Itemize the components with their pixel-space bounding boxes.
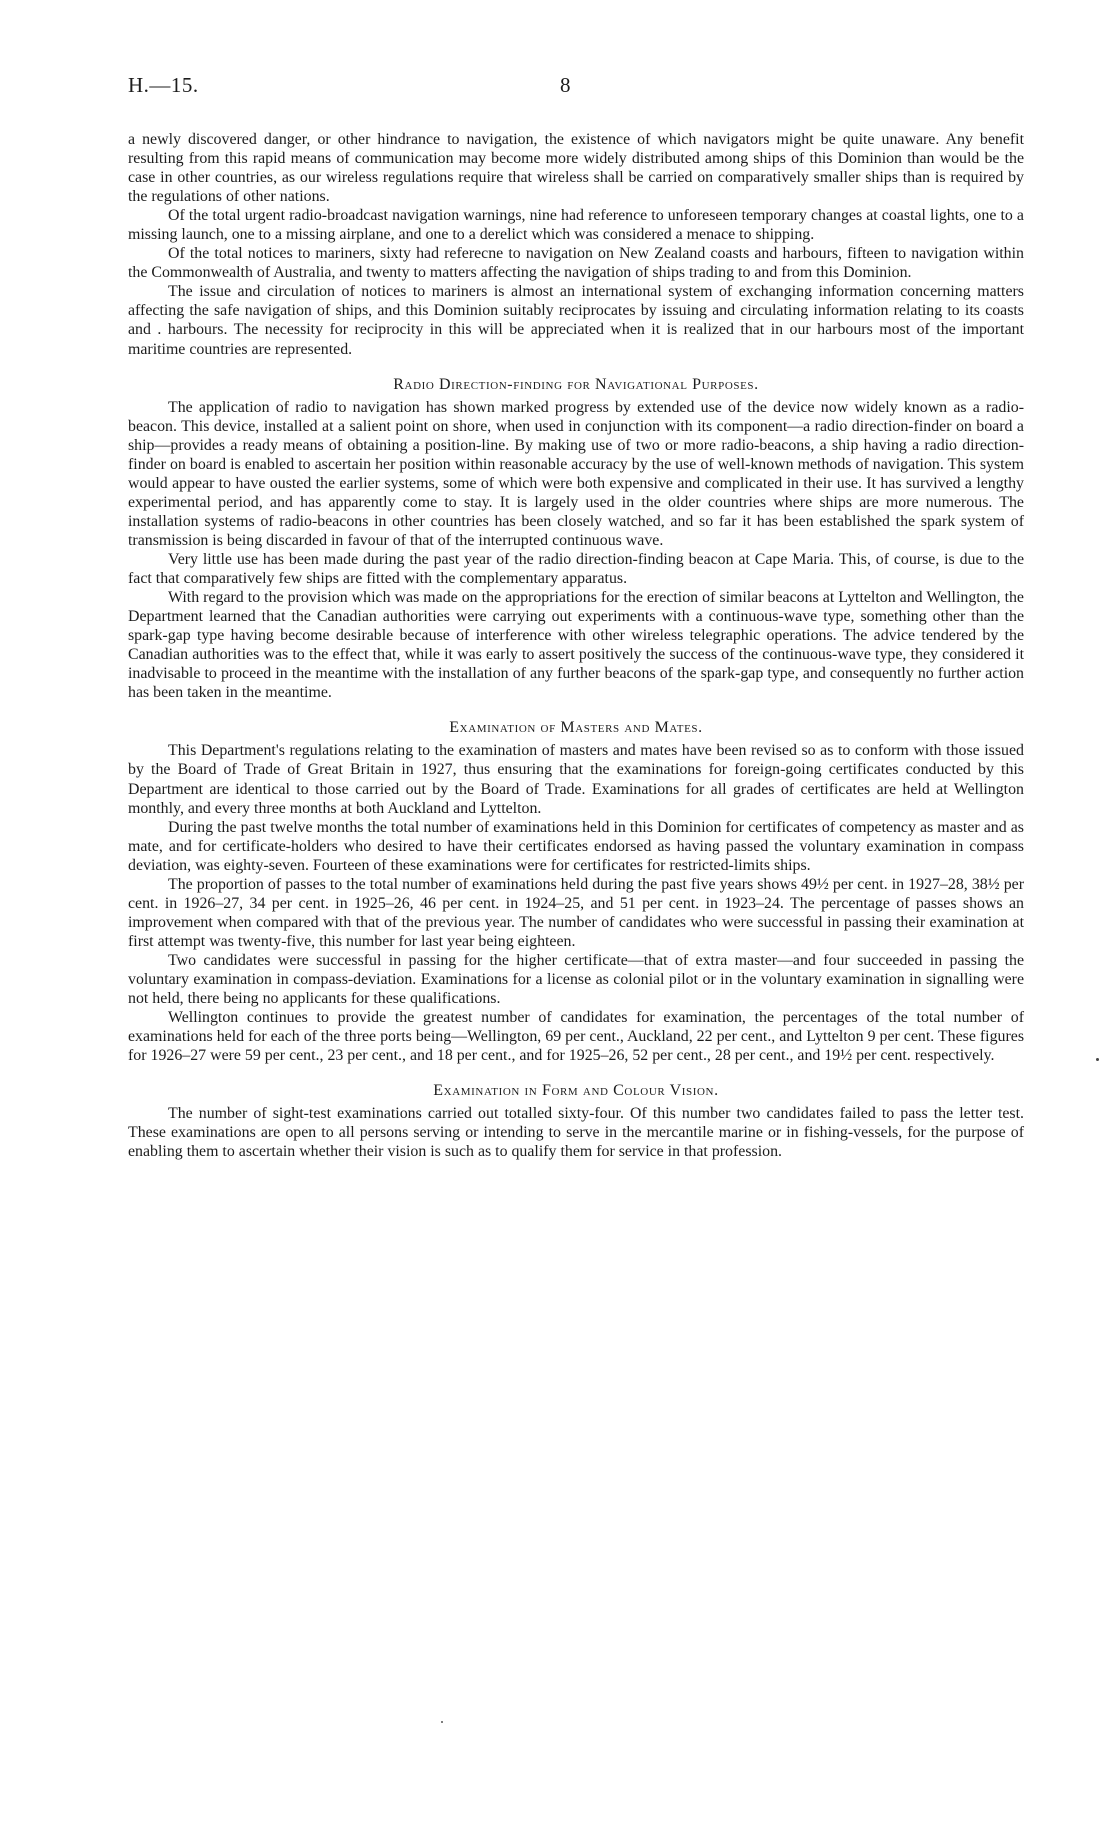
page-header <box>128 73 1028 103</box>
document-reference: H.—15. <box>128 73 199 97</box>
footer-speck <box>441 1721 443 1723</box>
paragraph: With regard to the provision which was made on the appropriations for the erection of similar beacons at Lyttelton and Wellington, the Department learned that the Canadian authorities were carrying out experiments with a continuous-wave type, something other than the spark-gap type having become desirable because of interference with other wireless telegraphic operations. The advice tendered by the Canadian authorities was to the effect that, while it was early to assert positively the success of the continuous-wave type, they considered it inadvisable to proceed in the meantime with the installation of any further beacons of the spark-gap type, and consequently no further action has been taken in the meantime. <box>128 589 1024 702</box>
paragraph: Very little use has been made during the past year of the radio direction-finding beacon at Cape Maria. This, of course, is due to the fact that comparatively few ships are fitted with the complementary apparatus. <box>128 550 1024 588</box>
paragraph: The proportion of passes to the total number of examinations held during the past five years shows 49½ per cent. in 1927–28, 38½ per cent. in 1926–27, 34 per cent. in 1925–26, 46 per cent. in 1924–25, and 51 per cent. in 1923–24. The percentage of passes shows an improvement when compared with that of the previous year. The number of candidates who were successful in passing their examination at first attempt was twenty-five, this number for last year being eighteen. <box>128 875 1024 950</box>
section-heading-vision: Examination in Form and Colour Vision. <box>433 1082 719 1100</box>
paragraph: Of the total notices to mariners, sixty had referecne to navigation on New Zealand coasts and harbours, fifteen to navigation within the Commonwealth of Australia, and twenty to matters affecting the navigation of ships trading to and from this Dominion. <box>128 245 1024 282</box>
section-heading-masters: Examination of Masters and Mates. <box>449 719 703 737</box>
paragraph: This Department's regulations relating to the examination of masters and mates have been revised so as to conform with those issued by the Board of Trade of Great Britain in 1927, thus ensuring that the examinations for foreign-going certificates conducted by this Department are identical to those carried out by the Board of Trade. Examinations for all grades of certificates are held at Wellington monthly, and every three months at both Auckland and Lyttelton. <box>128 742 1024 817</box>
paragraph: Wellington continues to provide the greatest number of candidates for examination, the percentages of the total number of examinations held for each of the three ports being—Wellington, 69 per cent., Auckland, 22 per cent., and Lyttelton 9 per cent. These figures for 1926–27 were 59 per cent., 23 per cent., and 18 per cent., and for 1925–26, 52 per cent., 28 per cent., and 19½ per cent. respectively. <box>128 1009 1024 1065</box>
paragraph: The issue and circulation of notices to mariners is almost an international system of exchanging information concerning matters affecting the safe navigation of ships, and this Dominion suitably reciprocates by issuing and circulating information relating to its coasts and . harbours. The necessity for reciprocity in this will be appreciated when it is realized that in our harbours most of the important maritime countries are represented. <box>128 283 1024 358</box>
section-heading-radio: Radio Direction-finding for Navigational Purposes. <box>393 375 759 393</box>
paragraph: The number of sight-test examinations carried out totalled sixty-four. Of this number two candidates failed to pass the letter test. These examinations are open to all persons serving or intending to serve in the mercantile marine or in fishing-vessels, for the purpose of enabling them to ascertain whether their vision is such as to qualify them for service in that profession. <box>128 1105 1024 1161</box>
margin-speck <box>1096 1058 1099 1061</box>
paragraph: a newly discovered danger, or other hindrance to navigation, the existence of which navigators might be quite unaware. Any benefit resulting from this rapid means of communication may become more widely distributed among ships of this Dominion than would be the case in other countries, as our wireless regulations require that wireless shall be carried on comparatively smaller ships than is required by the regulations of other nations. <box>128 131 1024 206</box>
paragraph: Two candidates were successful in passing for the higher certificate—that of extra master—and four succeeded in passing the voluntary examination in compass-deviation. Examinations for a license as colonial pilot or in the voluntary examination in signalling were not held, there being no applicants for these qualifications. <box>128 951 1024 1008</box>
body-text <box>128 130 1024 1161</box>
paragraph: The application of radio to navigation has shown marked progress by extended use of the device now widely known as a radio-beacon. This device, installed at a salient point on shore, when used in conjunction with its component—a radio direction-finder on board a ship—provides a ready means of obtaining a position-line. By making use of two or more radio-beacons, a ship having a radio direction-finder on board is enabled to ascertain her position within reasonable accuracy by the use of well-known methods of navigation. This system would appear to have ousted the earlier systems, some of which were both expensive and complicated in their use. It has survived a lengthy experimental period, and has apparently come to stay. It is largely used in the older countries where ships are more numerous. The installation systems of radio-beacons in other countries has been closely watched, and so far it has been established the spark system of transmission is being discarded in favour of that of the interrupted continuous wave. <box>128 398 1024 549</box>
paragraph: During the past twelve months the total number of examinations held in this Dominion for certificates of competency as master and as mate, and for certificate-holders who desired to have their certificates endorsed as having passed the voluntary examination in compass deviation, was eighty-seven. Fourteen of these examinations were for certificates for restricted-limits ships. <box>128 818 1024 874</box>
page-number: 8 <box>560 73 571 97</box>
paragraph: Of the total urgent radio-broadcast navigation warnings, nine had reference to unforeseen temporary changes at coastal lights, one to a missing launch, one to a missing airplane, and one to a derelict which was considered a menace to shipping. <box>128 207 1024 244</box>
